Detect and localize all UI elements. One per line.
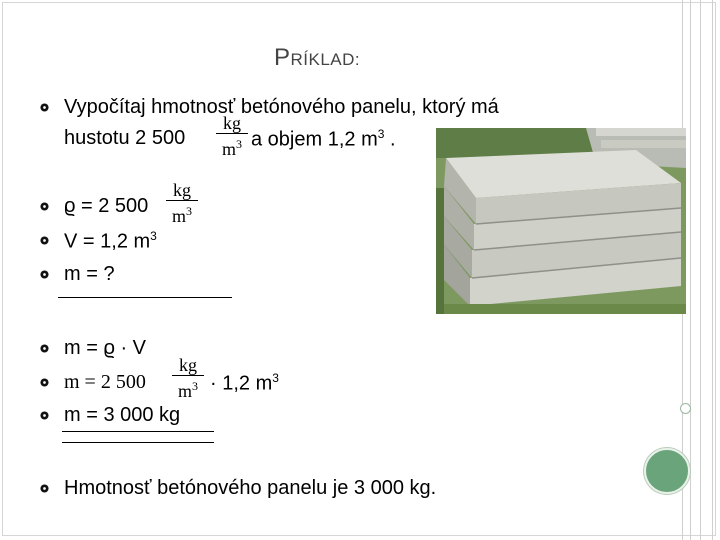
bullet-icon — [40, 378, 48, 386]
concrete-panels-photo — [436, 128, 686, 314]
slide-title: PRÍKLAD: — [274, 44, 361, 71]
problem-line-2b: a objem 1,2 $m^3$ . — [251, 127, 396, 151]
fraction-bar — [216, 133, 248, 134]
decor-small-circle — [680, 403, 691, 414]
result: m = 3 000 kg — [64, 404, 181, 426]
decor-line — [712, 0, 713, 540]
density-unit-fraction — [216, 114, 248, 158]
bullet-icon — [40, 344, 48, 352]
calculation-a: m = 2 500 — [64, 371, 146, 393]
unknown-mass: m = ? — [64, 263, 115, 285]
unit-denominator: $m^3$ — [221, 137, 242, 159]
problem-line-1: Vypočítaj hmotnosť betónového panelu, ktorý má — [64, 96, 499, 118]
bullet-icon — [40, 484, 48, 492]
bullet-icon — [40, 103, 48, 111]
decor-line — [700, 0, 701, 540]
result-underline-2 — [62, 442, 214, 443]
rho-unit-fraction: kg $m^3$ — [166, 181, 198, 225]
problem-line-2a: hustotu 2 500 — [64, 127, 186, 149]
bullet-icon — [40, 202, 48, 210]
calc-unit-fraction: kg $m^3$ — [172, 356, 204, 400]
bullet-icon — [40, 236, 48, 244]
formula: m = ϱ · V — [64, 337, 147, 359]
rho-given: ϱ = 2 500 — [64, 195, 149, 217]
bullet-icon — [40, 411, 48, 419]
calculation-b: · 1,2 $m^3$ — [210, 371, 279, 395]
volume-given: V = 1,2 $m^3$ — [64, 229, 157, 253]
unit-numerator: kg — [223, 113, 241, 133]
givens-underline — [58, 297, 232, 298]
decor-green-circle — [644, 448, 690, 494]
decor-line — [690, 0, 691, 540]
result-underline-1 — [62, 431, 214, 432]
answer: Hmotnosť betónového panelu je 3 000 kg. — [64, 477, 437, 499]
bullet-icon — [40, 270, 48, 278]
